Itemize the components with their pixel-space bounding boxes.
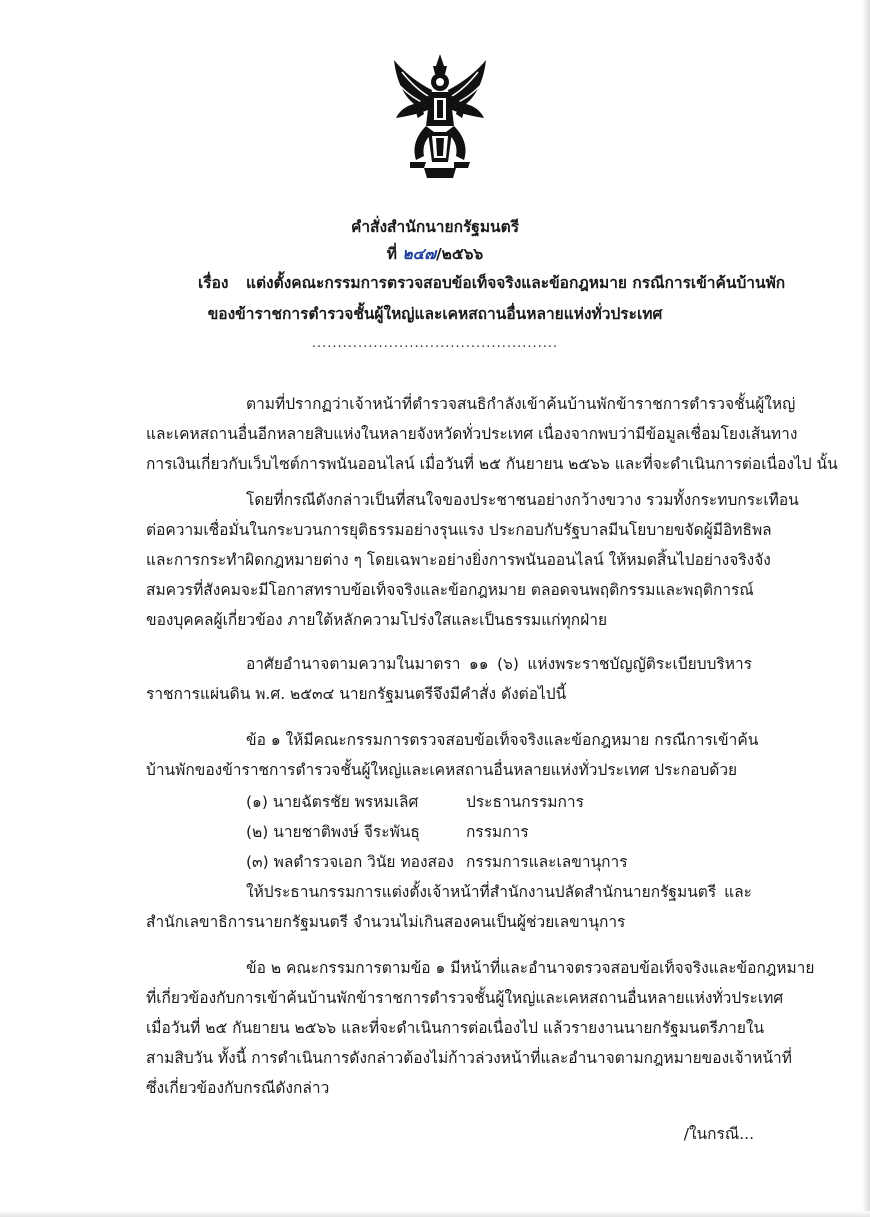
- member-1-name: (๑) นายฉัตรชัย พรหมเลิศ: [246, 793, 419, 811]
- page-edge-shadow: [862, 0, 870, 1217]
- continuation-marker: /ในกรณี...: [683, 1125, 754, 1143]
- paragraph-1-line-3: การเงินเกี่ยวกับเว็บไซต์การพนันออนไลน์ เมื่อวันที่ ๒๕ กันยายน ๒๕๖๖ และที่จะดำเนินการต่อเนื่องไป นั้น: [146, 455, 838, 473]
- page-bottom-shadow: [0, 1211, 870, 1217]
- member-3-role: กรรมการและเลขานุการ: [466, 853, 628, 871]
- member-3-name: (๓) พลตำรวจเอก วินัย ทองสอง: [246, 853, 454, 871]
- paragraph-3-line-1: อาศัยอำนาจตามความในมาตรา ๑๑ (๖) แห่งพระราชบัญญัติระเบียบบริหาร: [246, 655, 752, 673]
- subject-line-1: แต่งตั้งคณะกรรมการตรวจสอบข้อเท็จจริงและข้อกฎหมาย กรณีการเข้าค้นบ้านพัก: [246, 274, 786, 292]
- subject-line-2: ของข้าราชการตำรวจชั้นผู้ใหญ่และเคหสถานอื่นหลายแห่งทั่วประเทศ: [207, 305, 663, 323]
- order-number: [0, 241, 870, 266]
- paragraph-5-line-2: สำนักเลขาธิการนายกรัฐมนตรี จำนวนไม่เกินสองคนเป็นผู้ช่วยเลขานุการ: [146, 913, 626, 931]
- member-2-name: (๒) นายชาติพงษ์ จีระพันธุ: [246, 823, 420, 841]
- clause-2-line-4: สามสิบวัน ทั้งนี้ การดำเนินการดังกล่าวต้องไม่ก้าวล่วงหน้าที่และอำนาจตามกฎหมายของเจ้าหน้าที่: [146, 1049, 792, 1067]
- paragraph-1-line-2: และเคหสถานอื่นอีกหลายสิบแห่งในหลายจังหวัดทั่วประเทศ เนื่องจากพบว่ามีข้อมูลเชื่อมโยงเส้นทาง: [146, 425, 798, 443]
- clause-2-line-1: ข้อ ๒ คณะกรรมการตามข้อ ๑ มีหน้าที่และอำนาจตรวจสอบข้อเท็จจริงและข้อกฎหมาย: [246, 959, 815, 977]
- paragraph-2-line-3: และการกระทำผิดกฎหมายต่าง ๆ โดยเฉพาะอย่างยิ่งการพนันออนไลน์ ให้หมดสิ้นไปอย่างจริงจัง: [146, 551, 771, 569]
- clause-1-line-2: บ้านพักของข้าราชการตำรวจชั้นผู้ใหญ่และเคหสถานอื่นหลายแห่งทั่วประเทศ ประกอบด้วย: [146, 761, 738, 779]
- paragraph-1-line-1: ตามที่ปรากฏว่าเจ้าหน้าที่ตำรวจสนธิกำลังเข้าค้นบ้านพักข้าราชการตำรวจชั้นผู้ใหญ่: [246, 395, 796, 413]
- member-2-role: กรรมการ: [466, 823, 529, 841]
- order-number-suffix: /๒๕๖๖: [435, 245, 484, 263]
- clause-1-line-1: ข้อ ๑ ให้มีคณะกรรมการตรวจสอบข้อเท็จจริงและข้อกฎหมาย กรณีการเข้าค้น: [246, 731, 759, 749]
- clause-2-line-3: เมื่อวันที่ ๒๕ กันยายน ๒๕๖๖ และที่จะดำเนินการต่อเนื่องไป แล้วรายงานนายกรัฐมนตรีภายใน: [146, 1019, 765, 1037]
- garuda-emblem-icon: [388, 52, 492, 180]
- paragraph-2-line-2: ต่อความเชื่อมั่นในกระบวนการยุติธรรมอย่างรุนแรง ประกอบกับรัฐบาลมีนโยบายขจัดผู้มีอิทธิพล: [146, 521, 772, 539]
- paragraph-2-line-4: สมควรที่สังคมจะมีโอกาสทราบข้อเท็จจริงและข้อกฎหมาย ตลอดจนพฤติกรรมและพฤติการณ์: [146, 581, 754, 599]
- order-number-prefix: ที่: [386, 245, 397, 263]
- paragraph-3-line-2: ราชการแผ่นดิน พ.ศ. ๒๕๓๔ นายกรัฐมนตรีจึงมีคำสั่ง ดังต่อไปนี้: [146, 685, 567, 703]
- subject-label: เรื่อง: [198, 274, 229, 292]
- header-divider: ................................................: [311, 336, 559, 351]
- paragraph-2-line-1: โดยที่กรณีดังกล่าวเป็นที่สนใจของประชาชนอย่างกว้างขวาง รวมทั้งกระทบกระเทือน: [246, 491, 799, 509]
- clause-2-line-2: ที่เกี่ยวข้องกับการเข้าค้นบ้านพักข้าราชการตำรวจชั้นผู้ใหญ่และเคหสถานอื่นหลายแห่งทั่วประเทศ: [146, 989, 784, 1007]
- paragraph-2-line-5: ของบุคคลผู้เกี่ยวข้อง ภายใต้หลักความโปร่งใสและเป็นธรรมแก่ทุกฝ่าย: [146, 611, 608, 629]
- order-number-handwritten: ๒๔๗: [402, 245, 436, 263]
- clause-2-line-5: ซึ่งเกี่ยวข้องกับกรณีดังกล่าว: [146, 1079, 330, 1097]
- paragraph-5-line-1: ให้ประธานกรรมการแต่งตั้งเจ้าหน้าที่สำนักงานปลัดสำนักนายกรัฐมนตรี และ: [246, 883, 752, 901]
- document-title: คำสั่งสำนักนายกรัฐมนตรี: [350, 218, 520, 236]
- member-1-role: ประธานกรรมการ: [466, 793, 584, 811]
